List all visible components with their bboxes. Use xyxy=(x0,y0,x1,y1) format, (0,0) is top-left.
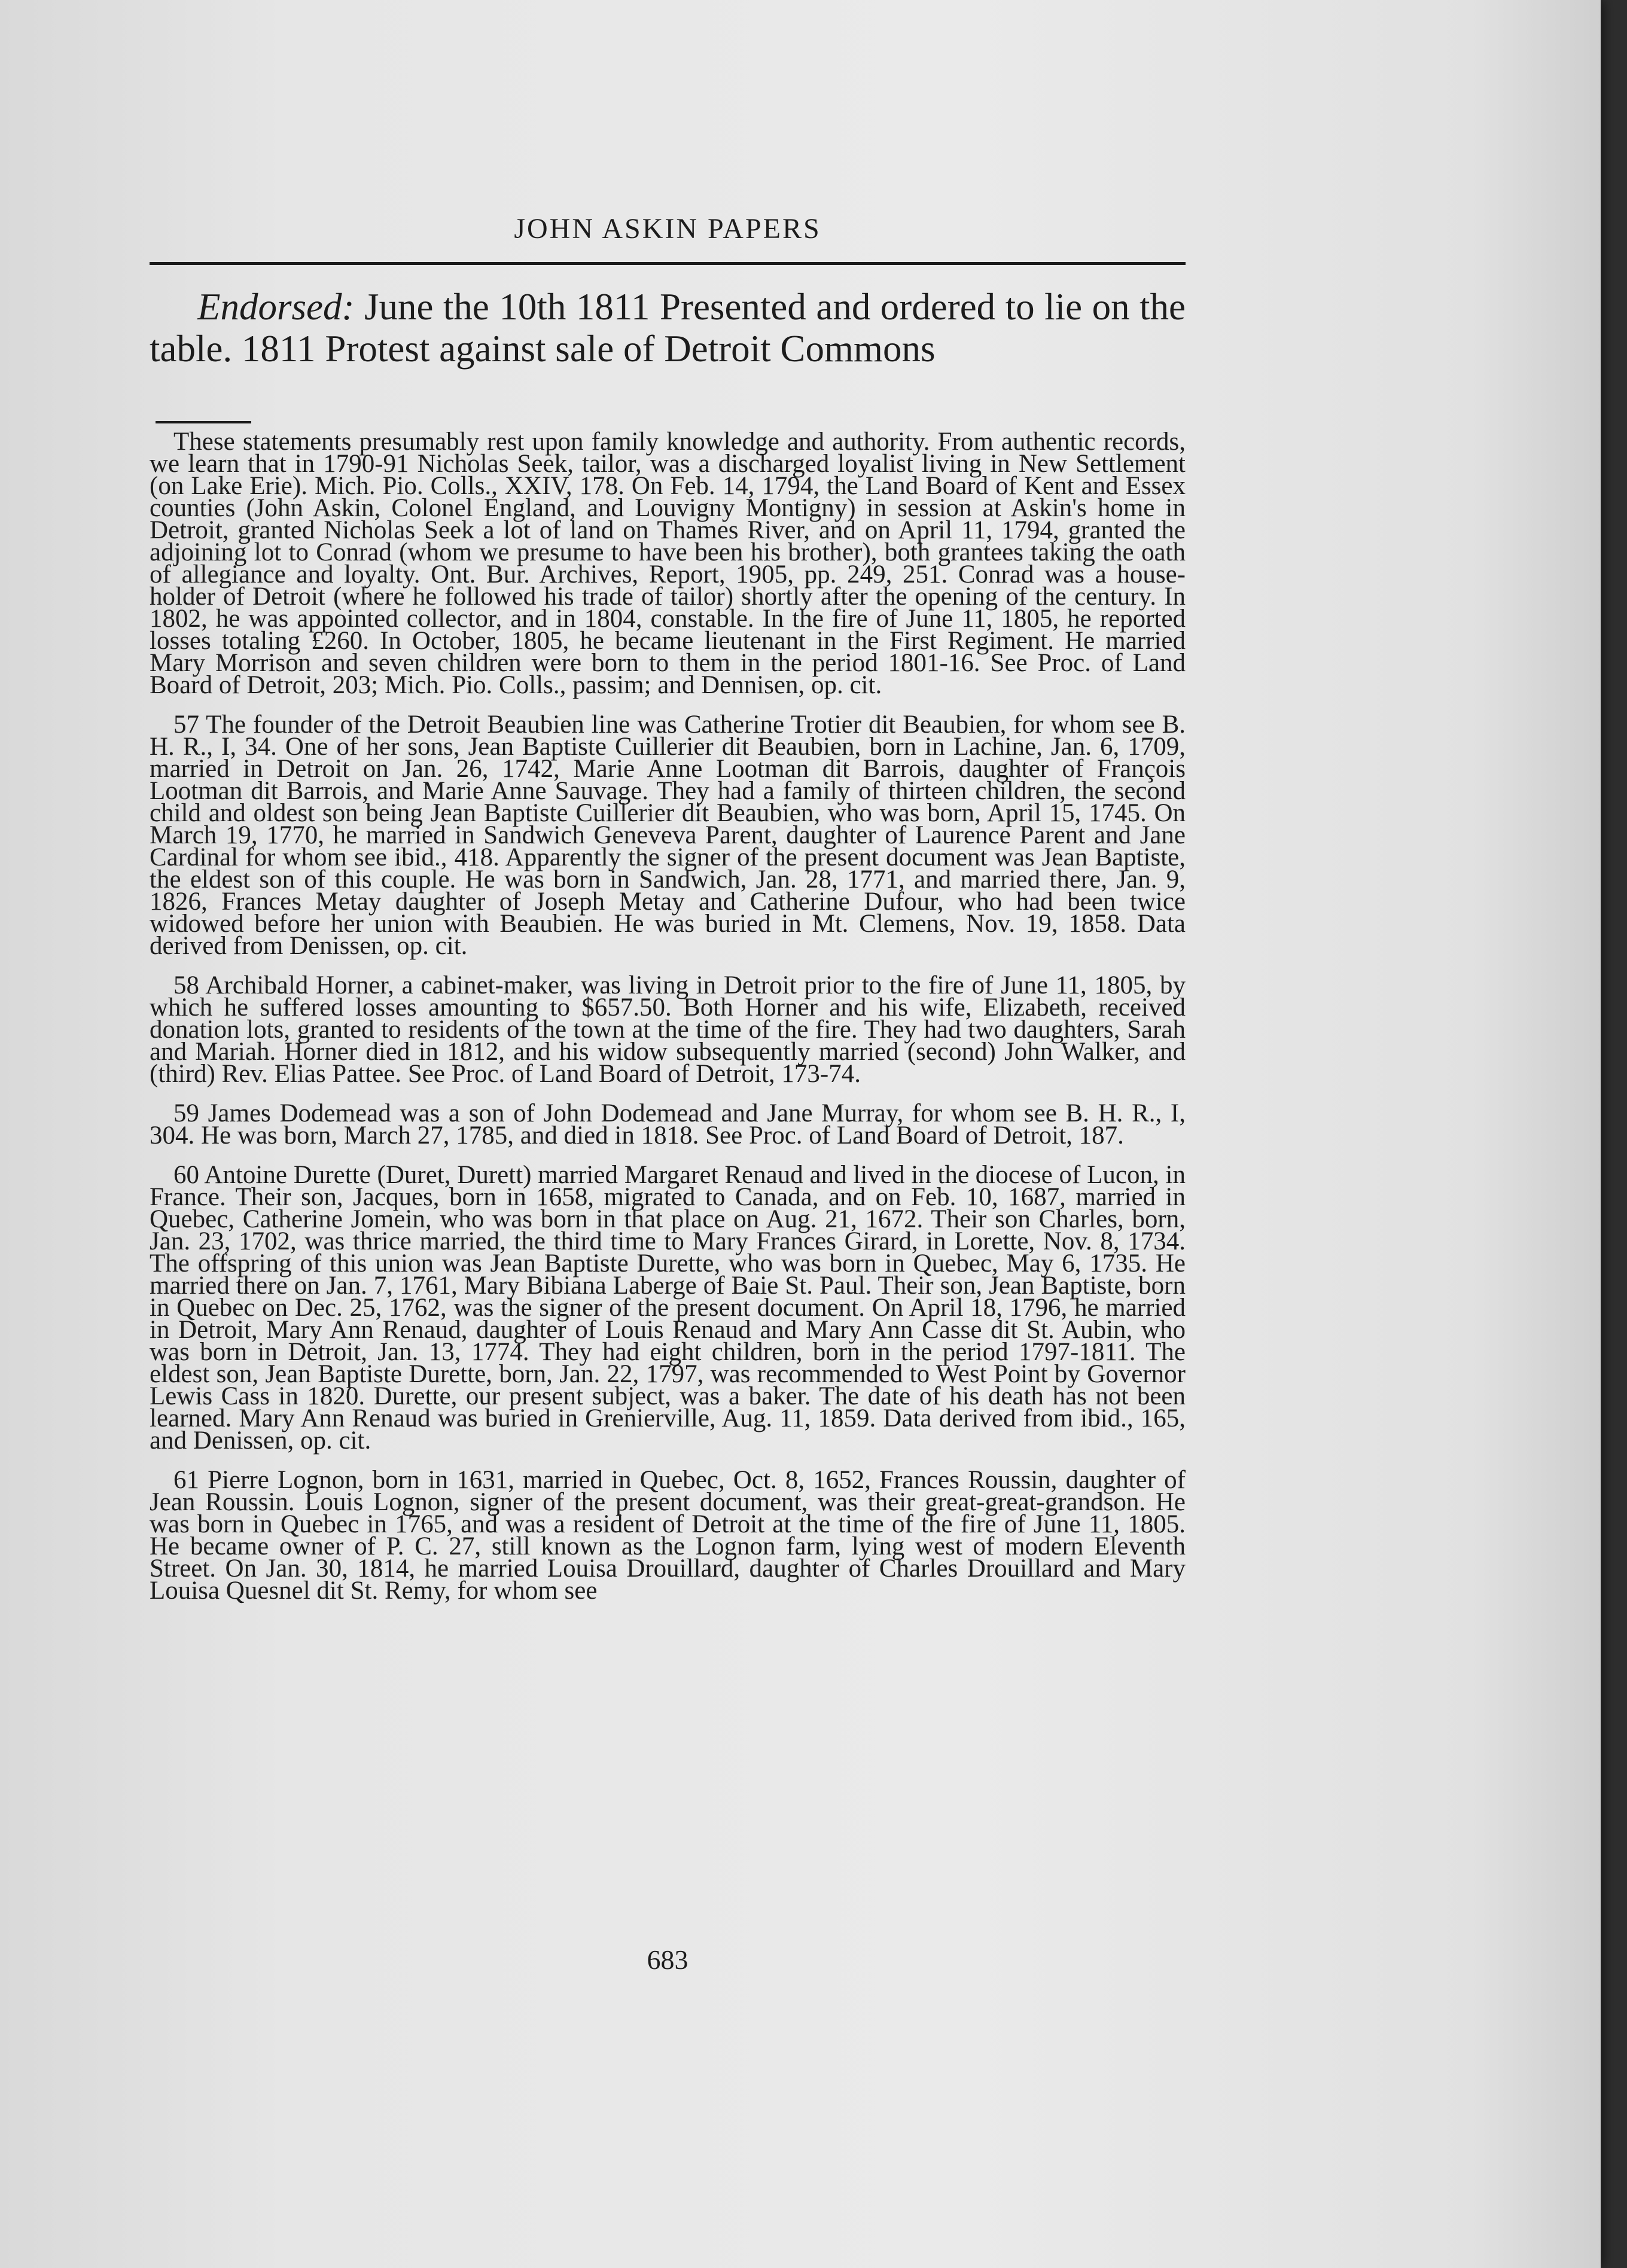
footnote-57: 57 The founder of the Detroit Beaubien line was Catherine Trotier dit Beaubien, for whom see B. H. R., I, 34. One of her sons, Jean Baptiste Cuillerier dit Beaubien, born in Lachine, Jan. 6, 1709, married in Detroit on Jan. 26, 1742, Marie Anne Lootman dit Barrois, daughter of François Lootman dit Barrois, and Marie Anne Sauvage. They had a family of thirteen children, the second child and oldest son being Jean Baptiste Cuillerier dit Beaubien, who was born, April 15, 1745. On March 19, 1770, he married in Sandwich Geneveva Parent, daughter of Laurence Parent and Jane Cardinal for whom see ibid., 418. Apparently the signer of the present document was Jean Baptiste, the eldest son of this couple. He was born in Sandwich, Jan. 28, 1771, and married there, Jan. 9, 1826, Frances Metay daughter of Joseph Metay and Catherine Dufour, who had been twice widowed before her union with Beaubien. He was buried in Mt. Clemens, Nov. 19, 1858. Data derived from Denissen, op. cit. xyxy=(150,711,1186,960)
endorsement-paragraph xyxy=(150,286,1186,370)
header-rule xyxy=(150,262,1186,265)
footnote-60: 60 Antoine Durette (Duret, Durett) married Margaret Renaud and lived in the diocese of Lucon, in France. Their son, Jacques, born in 1658, migrated to Canada, and on Feb. 10, 1687, married in Quebec, Catherine Jomein, who was born in that place on Aug. 21, 1672. Their son Charles, born, Jan. 23, 1702, was thrice married, the third time to Mary Frances Girard, in Lorette, Nov. 8, 1734. The offspring of this union was Jean Baptiste Durette, who was born in Quebec, May 6, 1735. He married there on Jan. 7, 1761, Mary Bibiana Laberge of Baie St. Paul. Their son, Jean Baptiste, born in Quebec on Dec. 25, 1762, was the signer of the present document. On April 18, 1796, he married in Detroit, Mary Ann Renaud, daughter of Louis Renaud and Mary Ann Casse dit St. Aubin, who was born in Detroit, Jan. 13, 1774. They had eight children, born in the period 1797-1811. The eldest son, Jean Baptiste Durette, born, Jan. 22, 1797, was recommended to West Point by Governor Lewis Cass in 1820. Durette, our present subject, was a baker. The date of his death has not been learned. Mary Ann Renaud was buried in Grenierville, Aug. 11, 1859. Data derived from ibid., 165, and Denissen, op. cit. xyxy=(150,1161,1186,1455)
footnote-56: These statements presumably rest upon family knowledge and authority. From authentic records, we learn that in 1790-91 Nicholas Seek, tailor, was a discharged loyalist living in New Settlement (on Lake Erie). Mich. Pio. Colls., XXIV, 178. On Feb. 14, 1794, the Land Board of Kent and Essex counties (John Askin, Colonel England, and Louvigny Montigny) in session at Askin's home in Detroit, granted Nicholas Seek a lot of land on Thames River, and on April 11, 1794, granted the adjoining lot to Conrad (whom we presume to have been his brother), both grantees taking the oath of allegiance and loyalty. Ont. Bur. Archives, Report, 1905, pp. 249, 251. Conrad was a house-holder of Detroit (where he followed his trade of tailor) shortly after the opening of the century. In 1802, he was appointed collector, and in 1804, constable. In the fire of June 11, 1805, he reported losses totaling £260. In October, 1805, he became lieutenant in the First Regiment. He married Mary Morrison and seven children were born to them in the period 1801-16. See Proc. of Land Board of Detroit, 203; Mich. Pio. Colls., passim; and Dennisen, op. cit. xyxy=(150,428,1186,699)
footnote-59: 59 James Dodemead was a son of John Dodemead and Jane Murray, for whom see B. H. R., I, 304. He was born, March 27, 1785, and died in 1818. See Proc. of Land Board of Detroit, 187. xyxy=(150,1099,1186,1150)
footnote-rule xyxy=(156,421,251,423)
footnote-61: 61 Pierre Lognon, born in 1631, married in Quebec, Oct. 8, 1652, Frances Roussin, daughter of Jean Roussin. Louis Lognon, signer of the present document, was their great-great-grandson. He was born in Quebec in 1765, and was a resident of Detroit at the time of the fire of June 11, 1805. He became owner of P. C. 27, still known as the Lognon farm, lying west of modern Eleventh Street. On Jan. 30, 1814, he married Louisa Drouillard, daughter of Charles Drouillard and Mary Louisa Quesnel dit St. Remy, for whom see xyxy=(150,1466,1186,1605)
page-number: 683 xyxy=(647,1944,688,1975)
endorsement-text: June the 10th 1811 Presented and ordered to lie on the table. 1811 Protest against sale of Detroit Commons xyxy=(150,286,1186,370)
running-header: JOHN ASKIN PAPERS xyxy=(514,213,821,245)
footnote-58: 58 Archibald Horner, a cabinet-maker, was living in Detroit prior to the fire of June 11, 1805, by which he suffered losses amounting to $657.50. Both Horner and his wife, Elizabeth, received donation lots, granted to residents of the town at the time of the fire. They had two daughters, Sarah and Mariah. Horner died in 1812, and his widow subsequently married (second) John Walker, and (third) Rev. Elias Pattee. See Proc. of Land Board of Detroit, 173-74. xyxy=(150,971,1186,1088)
footnotes xyxy=(150,428,1186,1619)
endorsement-label: Endorsed: xyxy=(197,286,355,328)
